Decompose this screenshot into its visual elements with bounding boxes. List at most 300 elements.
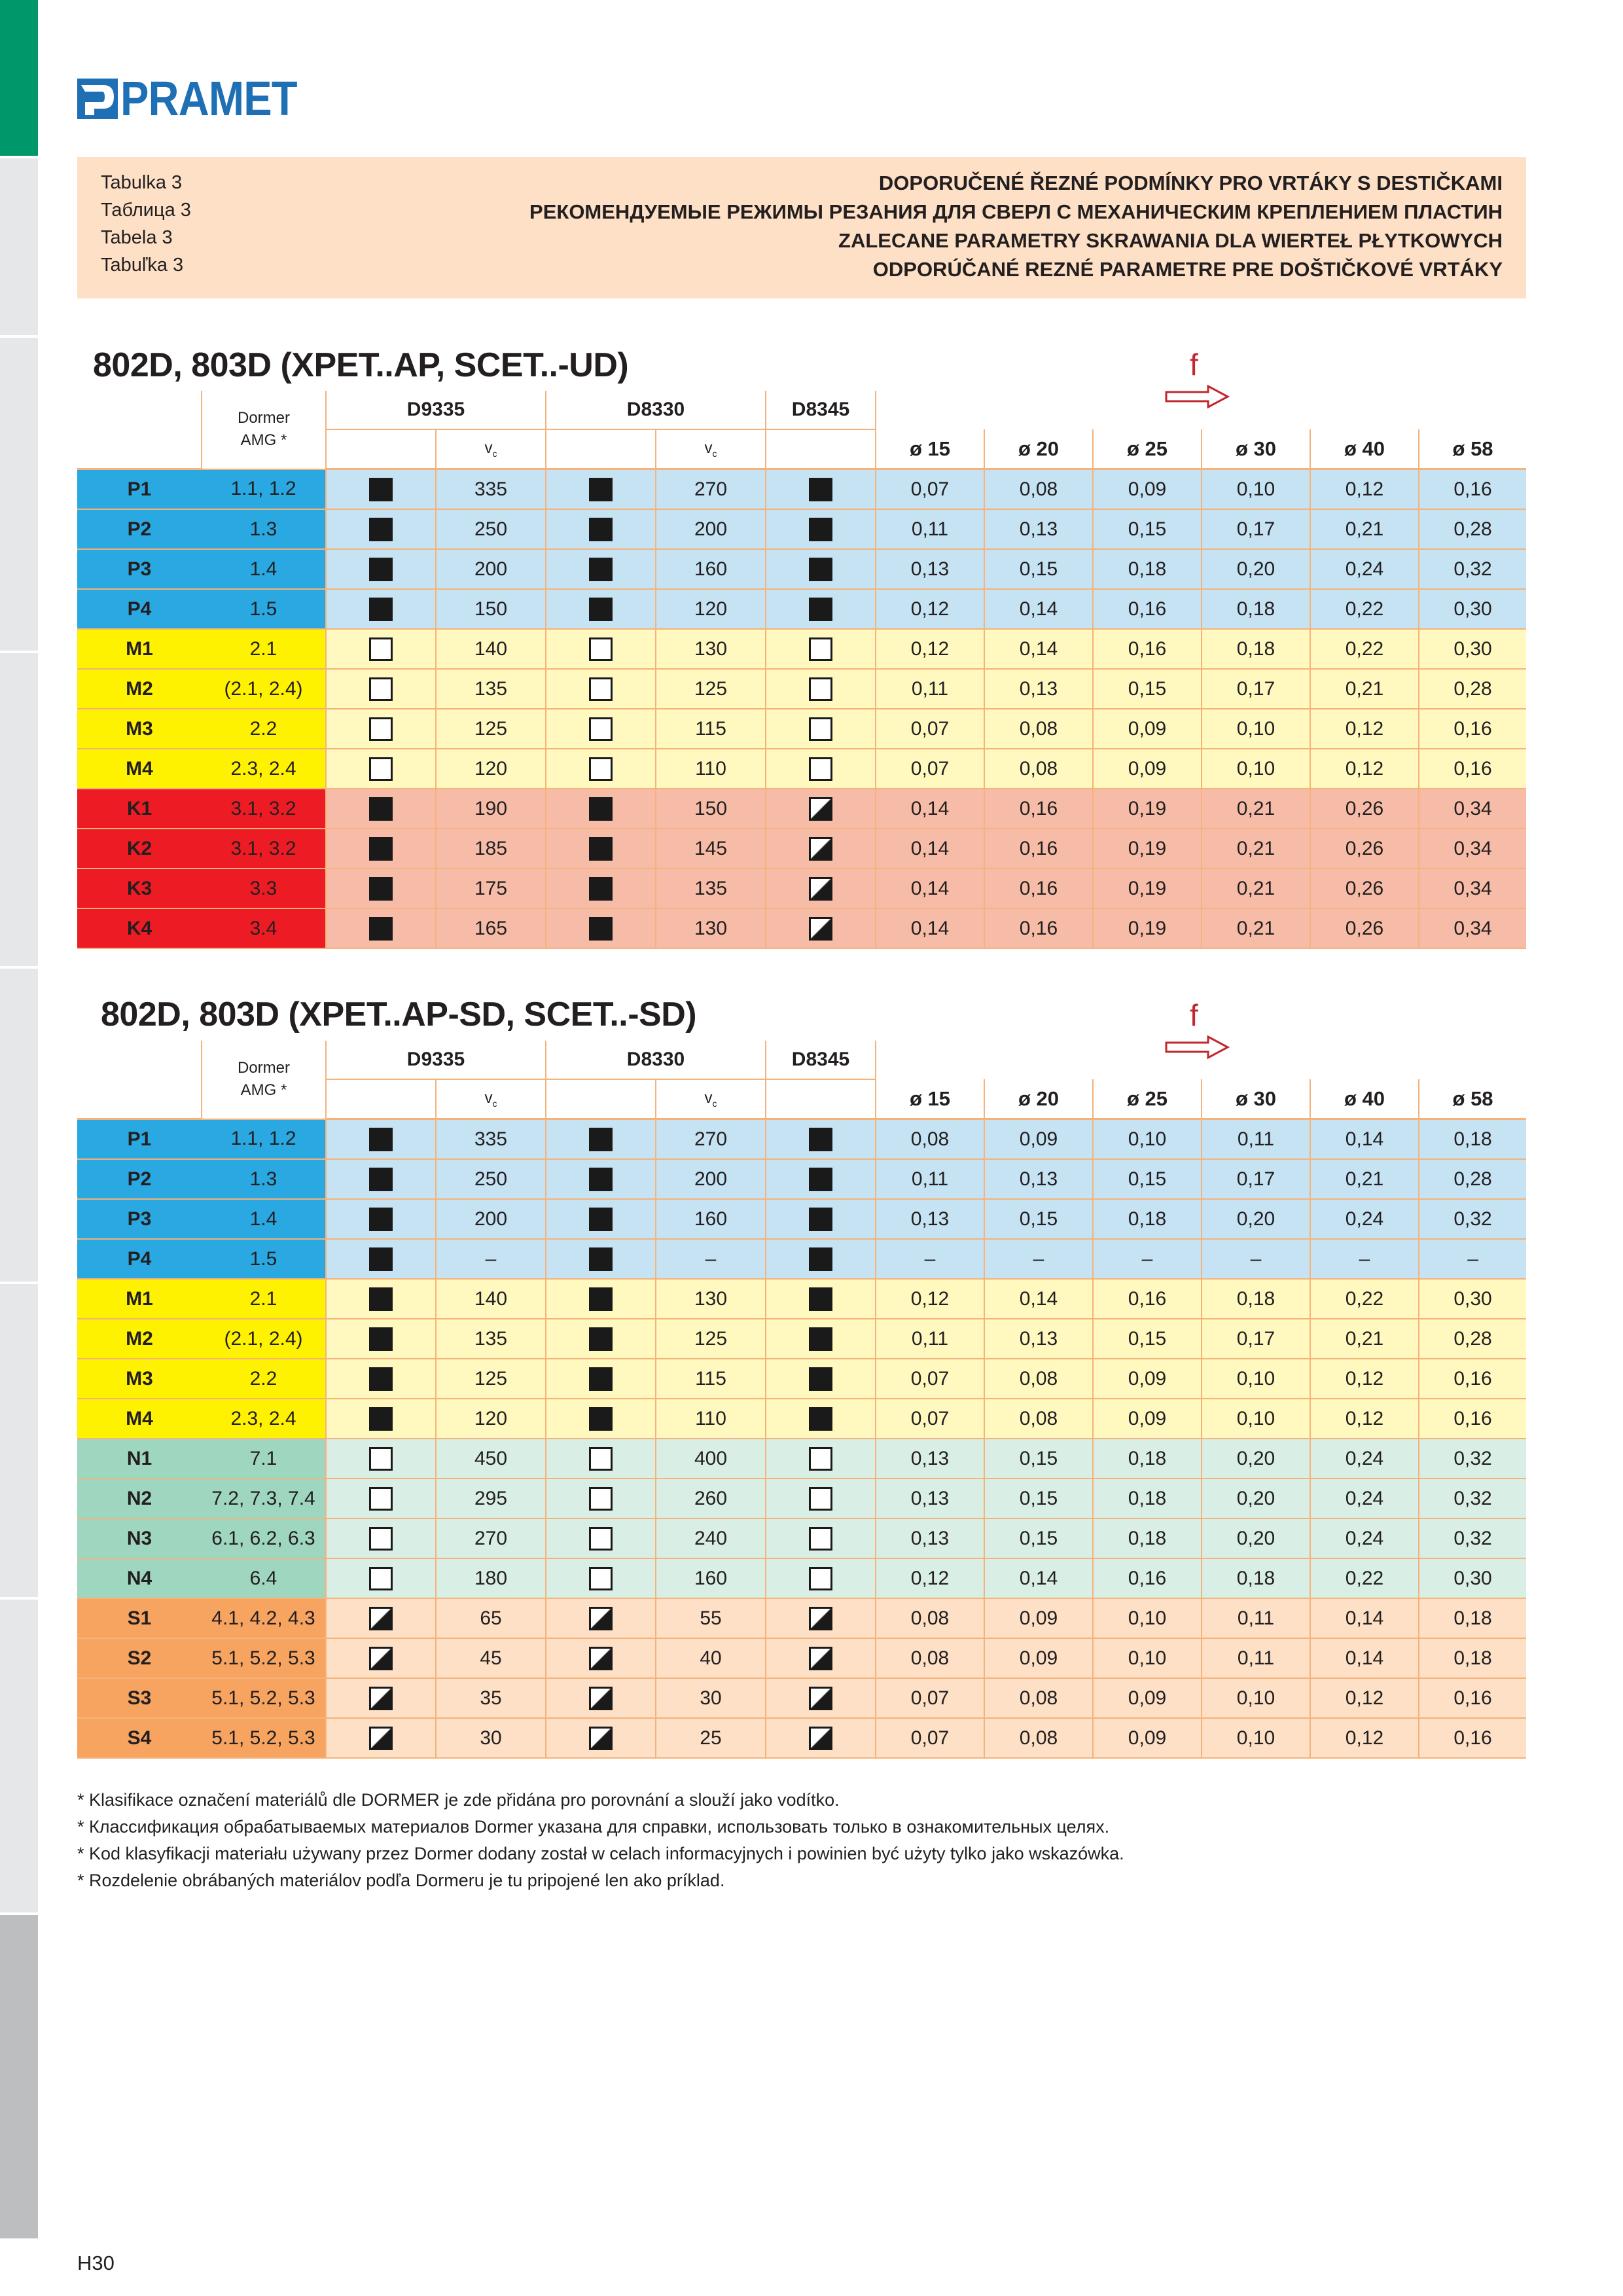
feed-value: 0,12 <box>876 629 984 669</box>
feed-value: 0,07 <box>876 469 984 510</box>
amg-label: AMG * <box>240 1081 287 1100</box>
suitability-empty-icon <box>809 717 832 741</box>
suitability-full-icon <box>809 1407 832 1431</box>
feed-value: 0,12 <box>1310 749 1419 789</box>
table-row <box>77 1239 1526 1279</box>
suitability-full-icon <box>369 1367 393 1391</box>
suitability-half-icon <box>809 797 832 821</box>
vc-d9335: 135 <box>436 669 546 709</box>
table-row <box>77 1159 1526 1199</box>
feed-value: 0,15 <box>984 1439 1093 1479</box>
feed-label: f <box>1190 348 1198 382</box>
feed-value: 0,07 <box>876 1678 984 1718</box>
feed-value: 0,09 <box>1093 469 1202 510</box>
grade-suitability-d9335 <box>326 1239 436 1279</box>
feed-value: 0,12 <box>1310 1399 1419 1439</box>
footnote-ru: * Классификация обрабатываемых материалов Dormer указана для справки, использовать только в ознакомительных целях. <box>77 1817 1110 1837</box>
feed-value: 0,16 <box>1419 1399 1526 1439</box>
vc-d9335: 150 <box>436 589 546 629</box>
material-code: N2 <box>77 1479 202 1518</box>
suitability-half-icon <box>369 1607 393 1630</box>
feed-value: 0,20 <box>1202 1518 1310 1558</box>
feed-value: 0,15 <box>984 549 1093 589</box>
grade-suitability-d8330 <box>546 1598 656 1638</box>
material-code: M3 <box>77 709 202 749</box>
amg-value: 3.4 <box>202 908 326 948</box>
amg-label: AMG * <box>240 431 287 450</box>
sidebar-tab-bottom[interactable] <box>0 1915 38 2238</box>
vc-d9335: 125 <box>436 1359 546 1399</box>
material-code: N3 <box>77 1518 202 1558</box>
feed-value: 0,20 <box>1202 1479 1310 1518</box>
vc-d8330: 200 <box>656 1159 766 1199</box>
suitability-empty-icon <box>809 637 832 661</box>
grade-suitability-d9335 <box>326 469 436 510</box>
section-title-1: 802D, 803D (XPET..AP, SCET..-UD) <box>93 346 629 384</box>
grade-suitability-d9335 <box>326 1678 436 1718</box>
vc-d8330: 260 <box>656 1479 766 1518</box>
grade-suitability-d9335 <box>326 1598 436 1638</box>
material-code: S4 <box>77 1718 202 1758</box>
feed-value: 0,18 <box>1093 1199 1202 1239</box>
grade-suitability-d8330 <box>546 629 656 669</box>
suitability-empty-icon <box>589 757 613 781</box>
material-code: M2 <box>77 1319 202 1359</box>
feed-value: 0,26 <box>1310 869 1419 908</box>
diameter-header: ø 15 <box>876 429 984 469</box>
suitability-half-icon <box>369 1647 393 1670</box>
material-code: S1 <box>77 1598 202 1638</box>
feed-value: 0,08 <box>984 1718 1093 1758</box>
grade-suitability-d9335 <box>326 1558 436 1598</box>
feed-value: 0,12 <box>876 1279 984 1319</box>
feed-value: 0,19 <box>1093 908 1202 948</box>
grade-suitability-d8345 <box>766 749 876 789</box>
suitability-full-icon <box>369 837 393 861</box>
feed-value: 0,12 <box>876 1558 984 1598</box>
vc-d9335: 250 <box>436 509 546 549</box>
vc-d9335: 335 <box>436 469 546 510</box>
feed-value: 0,08 <box>876 1638 984 1678</box>
feed-value: 0,16 <box>1419 469 1526 510</box>
feed-value: 0,17 <box>1202 509 1310 549</box>
feed-value: 0,30 <box>1419 1558 1526 1598</box>
material-code: N4 <box>77 1558 202 1598</box>
feed-value: 0,13 <box>876 1479 984 1518</box>
grade-suitability-d9335 <box>326 1199 436 1239</box>
table-title-ru: РЕКОМЕНДУЕМЫЕ РЕЖИМЫ РЕЗАНИЯ ДЛЯ СВЕРЛ С МЕХАНИЧЕСКИМ КРЕПЛЕНИЕМ ПЛАСТИН <box>529 200 1503 223</box>
feed-value: 0,32 <box>1419 1479 1526 1518</box>
feed-value: 0,15 <box>1093 509 1202 549</box>
feed-value: 0,08 <box>984 709 1093 749</box>
feed-value: 0,26 <box>1310 789 1419 829</box>
amg-value: 3.1, 3.2 <box>202 789 326 829</box>
feed-value: 0,18 <box>1093 1518 1202 1558</box>
feed-value: 0,17 <box>1202 1319 1310 1359</box>
table-row <box>77 749 1526 789</box>
cutting-data-table-1 <box>77 391 1526 949</box>
feed-value: 0,21 <box>1310 669 1419 709</box>
vc-d9335: 295 <box>436 1479 546 1518</box>
suitability-empty-icon <box>589 637 613 661</box>
suitability-full-icon <box>809 1208 832 1231</box>
suitability-full-icon <box>369 558 393 581</box>
grade-header-d8345: D8345 <box>766 1041 876 1079</box>
grade-suitability-d8330 <box>546 709 656 749</box>
feed-value: 0,21 <box>1202 829 1310 869</box>
feed-value: 0,15 <box>1093 1319 1202 1359</box>
grade-suitability-d8345 <box>766 829 876 869</box>
grade-suitability-d8330 <box>546 509 656 549</box>
grade-suitability-d8345 <box>766 509 876 549</box>
feed-value: 0,30 <box>1419 1279 1526 1319</box>
feed-value: 0,09 <box>1093 1718 1202 1758</box>
feed-value: 0,14 <box>876 908 984 948</box>
table-row <box>77 908 1526 948</box>
feed-value: 0,24 <box>1310 549 1419 589</box>
material-code: P2 <box>77 509 202 549</box>
suitability-empty-icon <box>369 1487 393 1511</box>
table-row <box>77 1319 1526 1359</box>
vc-d8330: – <box>656 1239 766 1279</box>
grade-suitability-d8330 <box>546 589 656 629</box>
vc-d8330: 115 <box>656 709 766 749</box>
suitability-full-icon <box>369 598 393 621</box>
grade-suitability-d8345 <box>766 908 876 948</box>
grade-suitability-d9335 <box>326 1399 436 1439</box>
suitability-half-icon <box>369 1727 393 1750</box>
amg-value: 1.4 <box>202 1199 326 1239</box>
feed-value: 0,10 <box>1202 469 1310 510</box>
table-row <box>77 469 1526 510</box>
diameter-header: ø 40 <box>1310 1079 1419 1119</box>
diameter-header: ø 15 <box>876 1079 984 1119</box>
table-row <box>77 869 1526 908</box>
table-caption-box <box>77 157 1526 298</box>
suitability-full-icon <box>589 837 613 861</box>
grade-suitability-d8345 <box>766 1638 876 1678</box>
grade-suitability-d8330 <box>546 789 656 829</box>
vc-label: $v_c$ <box>436 429 546 469</box>
feed-value: 0,20 <box>1202 1439 1310 1479</box>
feed-value: 0,17 <box>1202 669 1310 709</box>
suitability-full-icon <box>369 1407 393 1431</box>
grade-suitability-d8345 <box>766 1399 876 1439</box>
feed-value: 0,16 <box>984 789 1093 829</box>
feed-value: 0,34 <box>1419 789 1526 829</box>
table-row <box>77 549 1526 589</box>
suitability-empty-icon <box>589 1527 613 1551</box>
sidebar-tab[interactable] <box>0 338 38 651</box>
material-code: S3 <box>77 1678 202 1718</box>
table-row <box>77 1558 1526 1598</box>
feed-value: 0,14 <box>984 629 1093 669</box>
table-row <box>77 1199 1526 1239</box>
feed-value: 0,16 <box>1419 709 1526 749</box>
vc-d9335: 65 <box>436 1598 546 1638</box>
footnote-pl: * Kod klasyfikacji materiału używany przez Dormer dodany został w celach informacyjnych i powinien być użyty tylko jako wskazówka. <box>77 1844 1124 1863</box>
grade-suitability-d9335 <box>326 509 436 549</box>
vc-d8330: 55 <box>656 1598 766 1638</box>
grade-suitability-d8345 <box>766 1159 876 1199</box>
suitability-empty-icon <box>589 1447 613 1471</box>
table-row <box>77 509 1526 549</box>
feed-value: 0,10 <box>1202 1399 1310 1439</box>
feed-value: 0,26 <box>1310 908 1419 948</box>
feed-value: 0,10 <box>1202 1718 1310 1758</box>
feed-label: f <box>1190 998 1198 1032</box>
vc-d9335: 270 <box>436 1518 546 1558</box>
grade-suitability-d8345 <box>766 669 876 709</box>
amg-value: 2.1 <box>202 1279 326 1319</box>
grade-suitability-d8345 <box>766 629 876 669</box>
amg-value: (2.1, 2.4) <box>202 669 326 709</box>
feed-value: 0,08 <box>876 1598 984 1638</box>
amg-value: 7.1 <box>202 1439 326 1479</box>
diameter-header: ø 30 <box>1202 1079 1310 1119</box>
amg-value: 1.1, 1.2 <box>202 469 326 510</box>
material-code: P4 <box>77 589 202 629</box>
amg-value: 4.1, 4.2, 4.3 <box>202 1598 326 1638</box>
vc-d9335: 30 <box>436 1718 546 1758</box>
feed-value: – <box>1310 1239 1419 1279</box>
table-row <box>77 1638 1526 1678</box>
grade-suitability-d8330 <box>546 1399 656 1439</box>
feed-value: 0,18 <box>1093 1479 1202 1518</box>
suitability-full-icon <box>369 877 393 901</box>
suitability-full-icon <box>369 797 393 821</box>
suitability-full-icon <box>589 1407 613 1431</box>
feed-value: 0,10 <box>1093 1638 1202 1678</box>
amg-value: 3.3 <box>202 869 326 908</box>
vc-d8330: 135 <box>656 869 766 908</box>
suitability-empty-icon <box>369 717 393 741</box>
grade-suitability-d9335 <box>326 908 436 948</box>
vc-d9335: 35 <box>436 1678 546 1718</box>
grade-suitability-d9335 <box>326 1159 436 1199</box>
table-number-labels <box>101 169 191 279</box>
vc-d9335: 175 <box>436 869 546 908</box>
amg-value: 1.3 <box>202 509 326 549</box>
sidebar-tab[interactable] <box>0 969 38 1282</box>
feed-value: 0,22 <box>1310 589 1419 629</box>
suitability-full-icon <box>809 1128 832 1151</box>
feed-value: 0,14 <box>876 869 984 908</box>
table-title-cz: DOPORUČENÉ ŘEZNÉ PODMÍNKY PRO VRTÁKY S DESTIČKAMI <box>878 171 1503 194</box>
suitability-full-icon <box>809 1327 832 1351</box>
amg-value: 6.1, 6.2, 6.3 <box>202 1518 326 1558</box>
suitability-full-icon <box>589 1208 613 1231</box>
grade-suitability-d8345 <box>766 869 876 908</box>
suitability-full-icon <box>369 1168 393 1191</box>
table-title-sk: ODPORÚČANÉ REZNÉ PARAMETRE PRE DOŠTIČKOVÉ VRTÁKY <box>872 258 1503 281</box>
material-code: N1 <box>77 1439 202 1479</box>
feed-value: 0,11 <box>876 1319 984 1359</box>
dormer-label: Dormer <box>237 409 290 427</box>
grade-suitability-d9335 <box>326 669 436 709</box>
suitability-full-icon <box>369 1327 393 1351</box>
feed-value: 0,21 <box>1202 789 1310 829</box>
feed-value: 0,13 <box>984 669 1093 709</box>
suitability-full-icon <box>589 478 613 501</box>
grade-header-d8330: D8330 <box>546 391 766 429</box>
vc-d9335: 450 <box>436 1439 546 1479</box>
suitability-full-icon <box>369 518 393 541</box>
grade-suitability-d8345 <box>766 1199 876 1239</box>
material-code: K3 <box>77 869 202 908</box>
page-number: H30 <box>77 2251 115 2274</box>
amg-value: 2.1 <box>202 629 326 669</box>
feed-value: 0,18 <box>1419 1598 1526 1638</box>
suitability-half-icon <box>809 877 832 901</box>
logo-text: PRAMET <box>120 71 297 126</box>
suitability-empty-icon <box>589 1487 613 1511</box>
amg-value: 1.3 <box>202 1159 326 1199</box>
diameter-header: ø 40 <box>1310 429 1419 469</box>
suitability-empty-icon <box>809 757 832 781</box>
grade-suitability-d8345 <box>766 589 876 629</box>
dormer-amg-header <box>202 1041 326 1119</box>
vc-d9335: 200 <box>436 1199 546 1239</box>
suitability-half-icon <box>589 1727 613 1750</box>
vc-d8330: 150 <box>656 789 766 829</box>
suitability-full-icon <box>589 1287 613 1311</box>
feed-value: 0,28 <box>1419 1319 1526 1359</box>
feed-value: 0,18 <box>1202 629 1310 669</box>
suitability-full-icon <box>369 1247 393 1271</box>
feed-value: 0,08 <box>984 1399 1093 1439</box>
feed-value: 0,13 <box>876 1518 984 1558</box>
grade-header-d8330: D8330 <box>546 1041 766 1079</box>
feed-value: 0,15 <box>984 1518 1093 1558</box>
table-row <box>77 1399 1526 1439</box>
diameter-header: ø 20 <box>984 429 1093 469</box>
grade-suitability-d8330 <box>546 908 656 948</box>
feed-value: 0,11 <box>1202 1638 1310 1678</box>
feed-value: 0,16 <box>984 869 1093 908</box>
suitability-full-icon <box>589 1327 613 1351</box>
feed-value: 0,13 <box>876 1199 984 1239</box>
vc-d8330: 25 <box>656 1718 766 1758</box>
vc-d9335: 140 <box>436 1279 546 1319</box>
feed-value: 0,18 <box>1419 1638 1526 1678</box>
feed-value: – <box>984 1239 1093 1279</box>
feed-value: 0,21 <box>1202 869 1310 908</box>
vc-d8330: 120 <box>656 589 766 629</box>
grade-suitability-d8330 <box>546 1638 656 1678</box>
feed-value: 0,14 <box>1310 1598 1419 1638</box>
vc-label: $v_c$ <box>656 1079 766 1119</box>
vc-d9335: 125 <box>436 709 546 749</box>
feed-value: 0,30 <box>1419 629 1526 669</box>
feed-value: 0,21 <box>1310 1159 1419 1199</box>
sidebar-tab[interactable] <box>0 158 38 335</box>
vc-d9335: 165 <box>436 908 546 948</box>
suitability-half-icon <box>809 1647 832 1670</box>
feed-value: 0,28 <box>1419 669 1526 709</box>
suitability-full-icon <box>809 1168 832 1191</box>
feed-value: 0,09 <box>984 1638 1093 1678</box>
feed-value: 0,16 <box>1419 749 1526 789</box>
table-row <box>77 1518 1526 1558</box>
feed-value: 0,22 <box>1310 629 1419 669</box>
vc-d8330: 200 <box>656 509 766 549</box>
grade-suitability-d8345 <box>766 549 876 589</box>
vc-d9335: 120 <box>436 749 546 789</box>
vc-d9335: 250 <box>436 1159 546 1199</box>
suitability-full-icon <box>809 598 832 621</box>
feed-value: 0,20 <box>1202 1199 1310 1239</box>
table-row <box>77 1718 1526 1758</box>
feed-value: 0,14 <box>984 1279 1093 1319</box>
feed-value: 0,14 <box>984 1558 1093 1598</box>
feed-value: 0,10 <box>1202 749 1310 789</box>
grade-suitability-d8345 <box>766 1119 876 1160</box>
feed-value: 0,16 <box>1093 589 1202 629</box>
feed-value: – <box>876 1239 984 1279</box>
table-row <box>77 1119 1526 1160</box>
grade-suitability-d8345 <box>766 1678 876 1718</box>
diameter-header: ø 58 <box>1419 429 1526 469</box>
feed-value: 0,09 <box>984 1598 1093 1638</box>
feed-value: 0,19 <box>1093 789 1202 829</box>
table-number-ru: Таблица 3 <box>101 200 191 221</box>
amg-value: 2.2 <box>202 1359 326 1399</box>
grade-suitability-d8345 <box>766 1479 876 1518</box>
sidebar-tabs <box>0 0 38 2238</box>
amg-value: 3.1, 3.2 <box>202 829 326 869</box>
feed-value: 0,10 <box>1202 1359 1310 1399</box>
feed-value: 0,18 <box>1093 549 1202 589</box>
grade-header-d8345: D8345 <box>766 391 876 429</box>
feed-value: 0,11 <box>876 1159 984 1199</box>
feed-value: 0,32 <box>1419 549 1526 589</box>
feed-value: 0,07 <box>876 1399 984 1439</box>
sidebar-tab[interactable] <box>0 1284 38 1597</box>
grade-suitability-d8345 <box>766 1598 876 1638</box>
material-code: M4 <box>77 749 202 789</box>
table-row <box>77 629 1526 669</box>
sidebar-tab-active[interactable] <box>0 0 38 156</box>
vc-d8330: 110 <box>656 1399 766 1439</box>
feed-value: 0,07 <box>876 749 984 789</box>
vc-d9335: 190 <box>436 789 546 829</box>
feed-value: 0,10 <box>1093 1119 1202 1160</box>
sidebar-tab[interactable] <box>0 653 38 966</box>
suitability-empty-icon <box>809 1527 832 1551</box>
grade-suitability-d8330 <box>546 549 656 589</box>
table-number-sk: Tabuľka 3 <box>101 255 184 276</box>
suitability-full-icon <box>809 478 832 501</box>
table-number-pl: Tabela 3 <box>101 227 173 248</box>
feed-value: 0,18 <box>1202 1279 1310 1319</box>
feed-value: 0,24 <box>1310 1518 1419 1558</box>
vc-d8330: 110 <box>656 749 766 789</box>
suitability-full-icon <box>589 598 613 621</box>
suitability-half-icon <box>809 837 832 861</box>
feed-value: 0,11 <box>1202 1119 1310 1160</box>
suitability-full-icon <box>589 797 613 821</box>
grade-suitability-d8330 <box>546 1678 656 1718</box>
sidebar-tab[interactable] <box>0 1600 38 1912</box>
amg-value: 2.3, 2.4 <box>202 1399 326 1439</box>
material-code: K2 <box>77 829 202 869</box>
feed-value: 0,18 <box>1202 1558 1310 1598</box>
material-code: P2 <box>77 1159 202 1199</box>
grade-suitability-d9335 <box>326 589 436 629</box>
diameter-header: ø 25 <box>1093 429 1202 469</box>
feed-value: 0,21 <box>1310 1319 1419 1359</box>
